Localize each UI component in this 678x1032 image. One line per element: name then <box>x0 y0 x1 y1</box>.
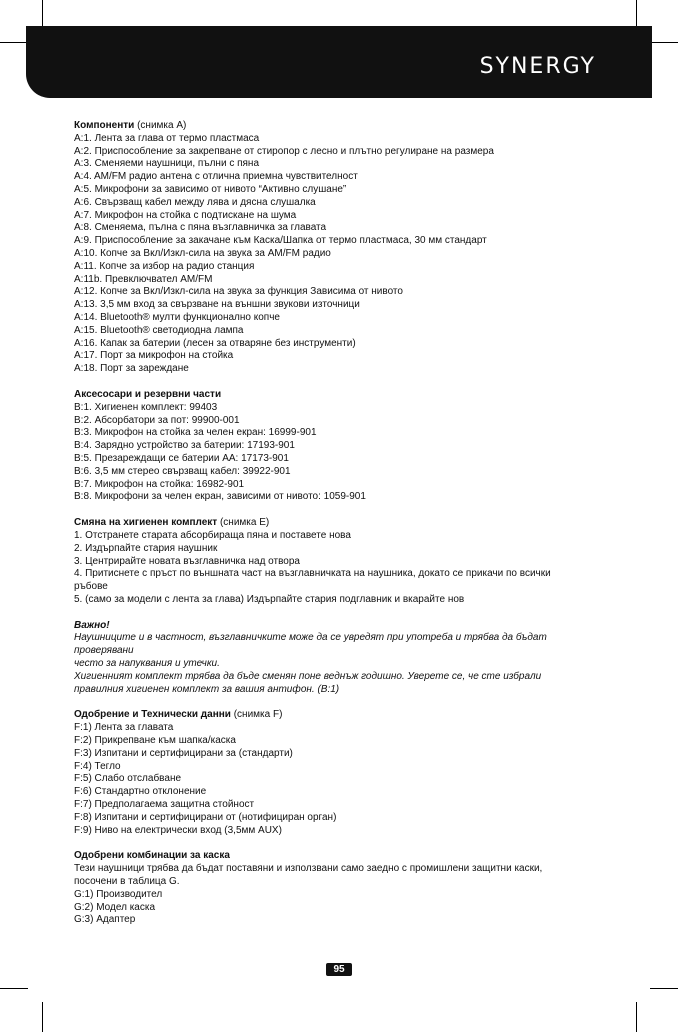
crop-mark <box>0 42 28 43</box>
list-item: Тези наушници трябва да бъдат поставяни и използвани само заедно с промишлени защитни каски, <box>74 863 543 875</box>
list-item: 4. Притиснете с пръст по външната част на възглавничката на наушника, докато се прикачи по всички <box>74 568 551 580</box>
section-note: (снимка A) <box>134 120 187 131</box>
list-item: A:15. Bluetooth® светодиодна лампа <box>74 324 244 336</box>
list-item: F:7) Предполагаема защитна стойност <box>74 799 255 811</box>
list-item: 1. Отстранете старата абсорбираща пяна и поставете нова <box>74 529 351 541</box>
list-item: F:6) Стандартно отклонение <box>74 786 207 798</box>
list-item: F:2) Прикрепване към шапка/каска <box>74 735 236 747</box>
section-title: Смяна на хигиенен комплект <box>74 517 218 529</box>
list-item: 2. Издърпайте стария наушник <box>74 542 218 554</box>
crop-mark <box>650 988 678 989</box>
list-item: A:10. Копче за Вкл/Изкл-сила на звука за AM/FM радио <box>74 247 331 259</box>
section-heading <box>74 120 614 133</box>
section-heading <box>74 620 614 633</box>
list-item: Хигиенният комплект трябва да бъде сменян поне веднъж годишно. Уверете се, че сте избрали <box>74 670 542 682</box>
section-spacer <box>74 696 614 709</box>
section-note: (снимка F) <box>230 709 283 721</box>
crop-mark <box>42 1002 43 1032</box>
header-bar <box>26 26 652 98</box>
section-title: Одобрени комбинации за каска <box>74 850 230 862</box>
section-spacer <box>74 607 614 620</box>
list-item: A:8. Сменяема, пълна с пяна възглавничка за главата <box>74 222 327 234</box>
section-accessories <box>74 389 614 504</box>
section-title: Компоненти <box>74 120 135 131</box>
page-number: 95 <box>326 963 352 976</box>
list-item: A:16. Капак за батерии (лесен за отваряне без инструменти) <box>74 337 356 349</box>
list-item: A:14. Bluetooth® мулти функционално копче <box>74 311 280 323</box>
section-note: (снимка E) <box>217 517 270 529</box>
section-title: Аксесосари и резервни части <box>74 388 222 400</box>
list-item: G:2) Модел каска <box>74 901 156 913</box>
list-item: ръбове <box>74 581 108 593</box>
list-item: често за напуквания и утечки. <box>74 658 220 670</box>
crop-mark <box>650 42 678 43</box>
section-spacer <box>74 837 614 850</box>
section-spacer <box>74 504 614 517</box>
section-approval <box>74 709 614 837</box>
list-item: B:8. Микрофони за челен екран, зависими от нивото: 1059-901 <box>74 491 366 503</box>
list-item: A:5. Микрофони за зависимо от нивото “Активно слушане” <box>74 183 347 195</box>
section-heading <box>74 389 614 402</box>
section-heading <box>74 517 614 530</box>
section-hygiene <box>74 517 614 607</box>
list-item: F:9) Ниво на електрически вход (3,5мм AUX) <box>74 824 282 836</box>
section-heading <box>74 850 614 863</box>
document-body <box>74 120 614 927</box>
list-item: F:8) Изпитани и сертифицирани от (нотифициран орган) <box>74 811 337 823</box>
section-combinations <box>74 850 614 927</box>
list-item: G:3) Адаптер <box>74 914 136 926</box>
list-item: F:1) Лента за главата <box>74 722 174 734</box>
list-item: 5. (само за модели с лента за глава) Издърпайте стария подглавник и вкарайте нов <box>74 593 465 605</box>
list-item: A:9. Приспособление за закачане към Каска/Шапка от термо пластмаса, 30 мм стандарт <box>74 235 487 247</box>
list-item: F:3) Изпитани и сертифицирани за (стандарти) <box>74 747 293 759</box>
list-item: B:5. Презареждащи се батерии AA: 17173-901 <box>74 452 289 464</box>
list-item: A:17. Порт за микрофон на стойка <box>74 350 234 362</box>
list-item: B:7. Микрофон на стойка: 16982-901 <box>74 478 245 490</box>
section-heading <box>74 709 614 722</box>
list-item: A:11b. Превключвател AM/FM <box>74 273 213 285</box>
section-title: Важно! <box>74 619 110 631</box>
list-item: A:1. Лента за глава от термо пластмаса <box>74 132 260 144</box>
list-item: Наушниците и в частност, възглавничките може да се увредят при употреба и трябва да бъдат <box>74 632 547 644</box>
list-item: A:18. Порт за зареждане <box>74 363 189 375</box>
list-item: 3. Центрирайте новата възглавничка над отвора <box>74 555 300 567</box>
list-item: A:6. Свързващ кабел между лява и дясна слушалка <box>74 196 316 208</box>
section-components <box>74 120 614 376</box>
list-item: B:1. Хигиенен комплект: 99403 <box>74 401 218 413</box>
list-item: A:7. Микрофон на стойка с подтискане на шума <box>74 209 297 221</box>
list-item: A:2. Приспособление за закрепване от стиропор с лесно и плътно регулиране на размера <box>74 145 494 157</box>
list-item: B:4. Зарядно устройство за батерии: 17193-901 <box>74 440 295 452</box>
section-title: Одобрение и Технически данни <box>74 709 231 721</box>
brand-logo: SYNERGY <box>479 54 596 79</box>
list-item: посочени в таблица G. <box>74 876 180 888</box>
list-item: правилния хигиенен комплект за вашия антифон. (B:1) <box>74 683 340 695</box>
list-item: A:4. AM/FM радио антена с отлична приемна чувствителност <box>74 171 358 183</box>
list-item: B:6. 3,5 мм стерео свързващ кабел: 39922-901 <box>74 465 291 477</box>
section-important <box>74 620 614 697</box>
list-item: A:3. Сменяеми наушници, пълни с пяна <box>74 158 260 170</box>
list-item: B:3. Микрофон на стойка за челен екран: 16999-901 <box>74 427 317 439</box>
list-item: A:11. Копче за избор на радио станция <box>74 260 255 272</box>
list-item: B:2. Абсорбатори за пот: 99900-001 <box>74 414 240 426</box>
list-item: проверявани <box>74 645 134 657</box>
list-item: A:12. Копче за Вкл/Изкл-сила на звука за функция Зависима от нивото <box>74 286 403 298</box>
section-spacer <box>74 376 614 389</box>
list-item: G:1) Производител <box>74 888 163 900</box>
list-item: A:13. 3,5 мм вход за свързване на външни звукови източници <box>74 299 360 311</box>
list-item: F:4) Тегло <box>74 760 121 772</box>
list-item: F:5) Слабо отслабване <box>74 773 182 785</box>
crop-mark <box>636 1002 637 1032</box>
crop-mark <box>0 988 28 989</box>
